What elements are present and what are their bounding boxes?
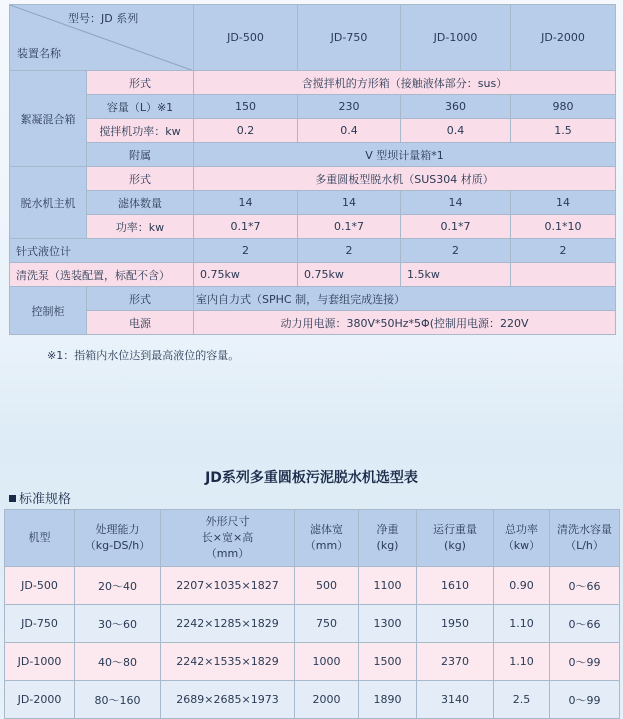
main-filter-row [10, 191, 616, 215]
table-cell: 1.10 [494, 605, 550, 643]
row-label: 附属 [87, 143, 194, 167]
bullet-square-icon [9, 495, 16, 502]
column-header-line: 运行重量 [433, 523, 477, 536]
spec-header-row [10, 5, 616, 71]
cell-value: 980 [511, 95, 616, 119]
cell-value: 0.2 [194, 119, 298, 143]
table-cell: 2370 [417, 643, 494, 681]
table-cell: 1300 [359, 605, 417, 643]
table-row [5, 681, 620, 719]
row-label: 形式 [87, 287, 194, 311]
table-cell: 2689×2685×1973 [161, 681, 295, 719]
device-label: 装置名称 [17, 47, 61, 60]
column-header-line: 外形尺寸 [205, 515, 250, 528]
cell-value: 14 [511, 191, 616, 215]
table-cell: 1100 [359, 567, 417, 605]
row-label: 功率：kw [87, 215, 194, 239]
section-title: JD系列多重圆板污泥脱水机选型表 [205, 470, 418, 486]
cell-value: 0.4 [401, 119, 511, 143]
column-header-line: 总功率 [505, 523, 538, 536]
subsection-label: 标准规格 [19, 492, 72, 507]
model-header: JD-1000 [401, 5, 511, 71]
tank-accessory-value: V 型坝计量箱*1 [194, 143, 616, 167]
cell-value: 2 [511, 239, 616, 263]
cell-value: 150 [194, 95, 298, 119]
model-header: JD-500 [194, 5, 298, 71]
tank-capacity-row [10, 95, 616, 119]
table-cell: 1500 [359, 643, 417, 681]
row-label: 电源 [87, 311, 194, 335]
row-label: 清洗泵（选装配置，标配不含） [10, 263, 194, 287]
cell-value: 14 [401, 191, 511, 215]
main-group-label: 脱水机主机 [10, 167, 87, 239]
column-header-line: （mm） [205, 547, 250, 560]
type-label: 型号：JD 系列 [68, 12, 139, 25]
table-cell: 20～40 [75, 567, 161, 605]
main-power-row [10, 215, 616, 239]
table-cell: 2207×1035×1827 [161, 567, 295, 605]
tank-form-row [10, 71, 616, 95]
tank-group-label: 絮凝混合箱 [10, 71, 87, 167]
table-cell: 0～99 [550, 643, 620, 681]
cell-value: 1.5kw [401, 263, 511, 287]
table-cell: 0.90 [494, 567, 550, 605]
row-label: 形式 [87, 167, 194, 191]
table-cell: 3140 [417, 681, 494, 719]
column-header-line: (kg) [444, 539, 466, 552]
table-row [5, 643, 620, 681]
column-header-dimensions [161, 510, 295, 567]
model-header: JD-2000 [511, 5, 616, 71]
table-cell: 2242×1285×1829 [161, 605, 295, 643]
subsection-heading [9, 488, 71, 507]
table-cell: JD-2000 [5, 681, 75, 719]
cell-value: 230 [298, 95, 401, 119]
column-header-line: （kw） [502, 539, 541, 552]
table-cell: 0～66 [550, 605, 620, 643]
table-cell: JD-1000 [5, 643, 75, 681]
column-header-operating-weight [417, 510, 494, 567]
tank-mixer-row [10, 119, 616, 143]
cabinet-group-label: 控制柜 [10, 287, 87, 335]
spec-corner-cell [10, 5, 194, 71]
column-header-line: 清洗水容量 [557, 523, 612, 536]
column-header-line: 处理能力 [95, 523, 140, 536]
row-label: 针式液位计 [10, 239, 194, 263]
cabinet-form-row [10, 287, 616, 311]
table-cell: 1890 [359, 681, 417, 719]
column-header-line: （L/h） [565, 539, 604, 552]
cell-value: 0.1*7 [194, 215, 298, 239]
table-cell: 2000 [295, 681, 359, 719]
table-cell: 1000 [295, 643, 359, 681]
cell-value: 14 [298, 191, 401, 215]
cell-value: 0.1*7 [401, 215, 511, 239]
table-cell: 750 [295, 605, 359, 643]
cell-value: 0.4 [298, 119, 401, 143]
pump-row [10, 263, 616, 287]
tank-form-value: 含搅拌机的方形箱（接触液体部分：sus） [194, 71, 616, 95]
cell-value: 0.75kw [194, 263, 298, 287]
row-label: 形式 [87, 71, 194, 95]
cabinet-power-row [10, 311, 616, 335]
table-cell: 0～99 [550, 681, 620, 719]
cabinet-form-value: 室内自力式（SPHC 制，与套组完成连接） [194, 287, 616, 311]
model-table [4, 509, 620, 719]
table-cell: JD-750 [5, 605, 75, 643]
column-header-capacity [75, 510, 161, 567]
cell-value: 360 [401, 95, 511, 119]
table-row [5, 567, 620, 605]
column-header-line: （kg-DS/h） [84, 539, 151, 552]
spec-table [9, 4, 616, 335]
cell-value: 14 [194, 191, 298, 215]
table-row [5, 605, 620, 643]
table-cell: 0～66 [550, 567, 620, 605]
cell-value: 0.1*10 [511, 215, 616, 239]
table-cell: 80～160 [75, 681, 161, 719]
column-header-line: 机型 [28, 531, 51, 544]
column-header-model [5, 510, 75, 567]
cell-value: 2 [298, 239, 401, 263]
table-cell: 40～80 [75, 643, 161, 681]
table-cell: JD-500 [5, 567, 75, 605]
main-form-row [10, 167, 616, 191]
table-cell: 1.10 [494, 643, 550, 681]
table-cell: 1610 [417, 567, 494, 605]
cell-value: 2 [401, 239, 511, 263]
row-label: 搅拌机功率：kw [87, 119, 194, 143]
row-label: 容量（L）※1 [87, 95, 194, 119]
column-header-line: 净重 [376, 523, 399, 536]
column-header-net-weight [359, 510, 417, 567]
footnote: ※1：指箱内水位达到最高液位的容量。 [47, 349, 240, 362]
row-label: 滤体数量 [87, 191, 194, 215]
column-header-line: 滤体宽 [310, 523, 343, 536]
tank-accessory-row [10, 143, 616, 167]
table-cell: 30～60 [75, 605, 161, 643]
column-header-line: (kg) [376, 539, 399, 552]
table-cell: 2242×1535×1829 [161, 643, 295, 681]
table-cell: 500 [295, 567, 359, 605]
cell-value: 2 [194, 239, 298, 263]
table-cell: 1950 [417, 605, 494, 643]
cabinet-power-value: 动力用电源：380V*50Hz*5Φ(控制用电源：220V [194, 311, 616, 335]
cell-value: 0.75kw [298, 263, 401, 287]
column-header-total-power [494, 510, 550, 567]
cell-value [511, 263, 616, 287]
column-header-line: （mm） [304, 539, 349, 552]
level-row [10, 239, 616, 263]
column-header-wash-water [550, 510, 620, 567]
cell-value: 0.1*7 [298, 215, 401, 239]
model-header: JD-750 [298, 5, 401, 71]
model-header-row [5, 510, 620, 567]
table-cell: 2.5 [494, 681, 550, 719]
main-form-value: 多重圆板型脱水机（SUS304 材质） [194, 167, 616, 191]
column-header-line: 长×宽×高 [201, 531, 254, 544]
column-header-filter-width [295, 510, 359, 567]
cell-value: 1.5 [511, 119, 616, 143]
